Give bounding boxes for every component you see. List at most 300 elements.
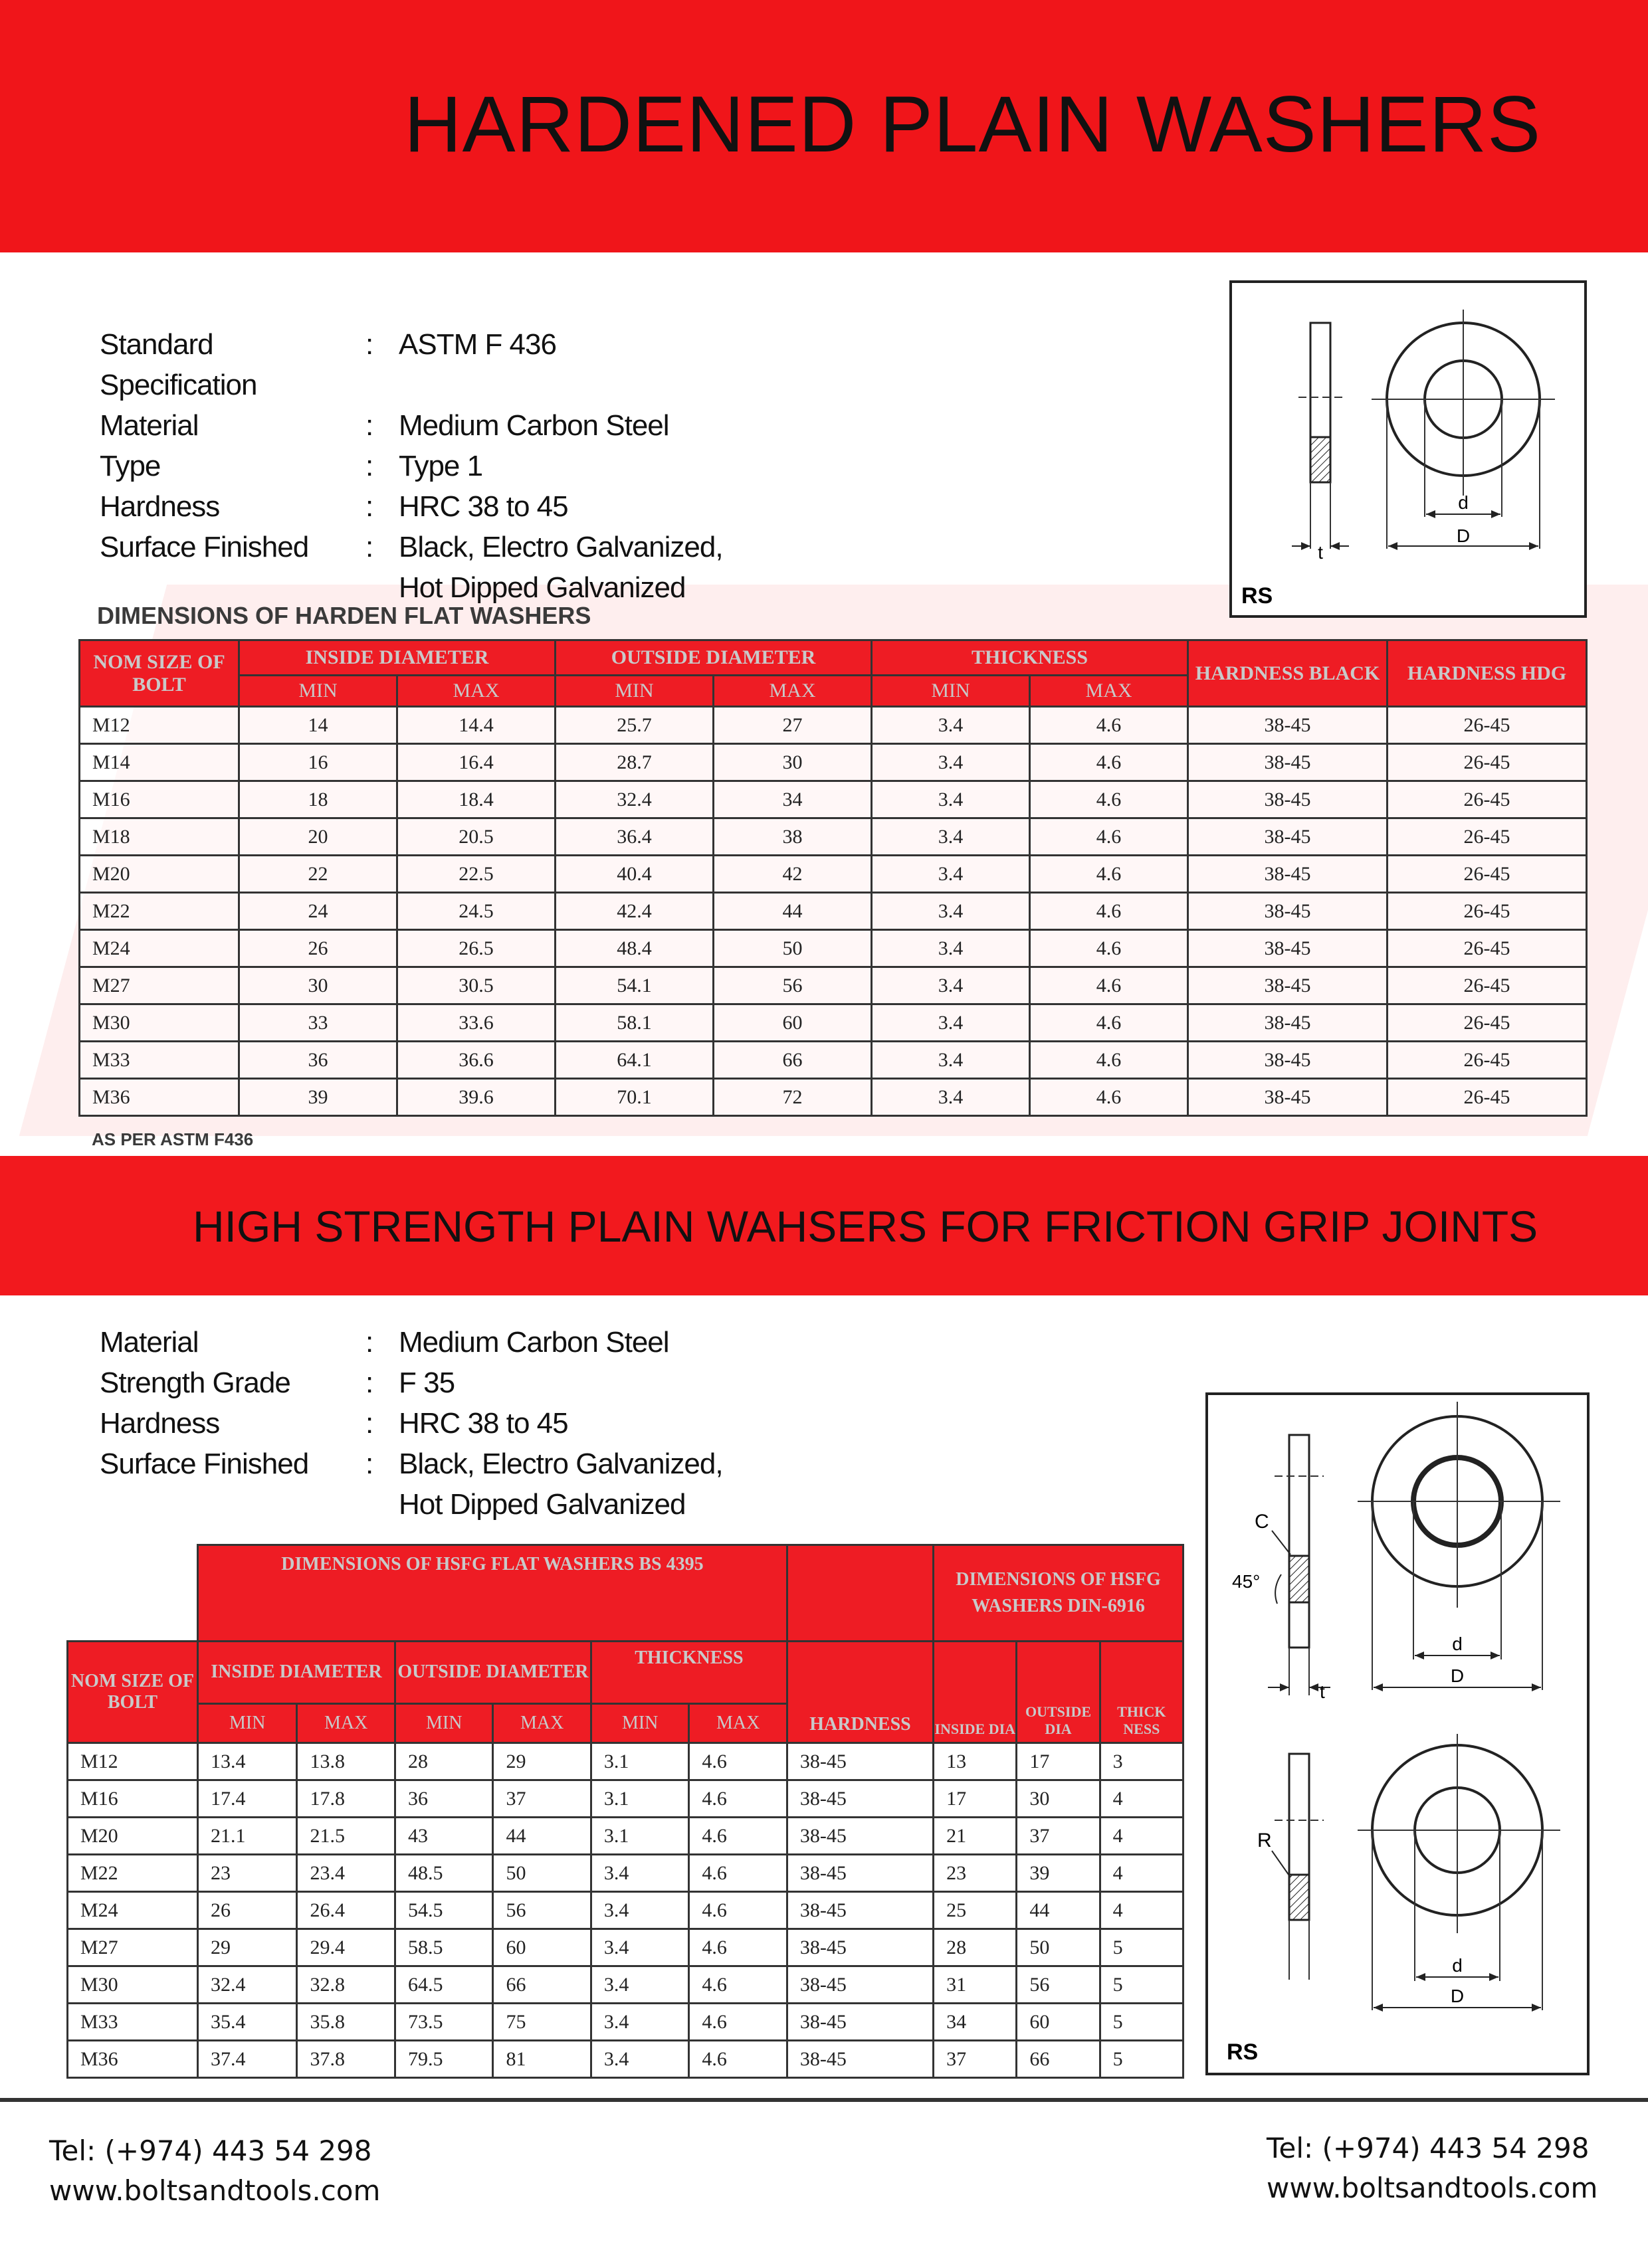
- spec-colon: :: [365, 531, 374, 563]
- table-cell: 39: [1017, 1855, 1100, 1892]
- harden-washers-table: [78, 639, 1588, 1117]
- table-cell: 17.8: [297, 1780, 395, 1818]
- table-cell: 4.6: [1030, 818, 1188, 856]
- table-cell: 58.1: [556, 1004, 714, 1042]
- table-cell: 38-45: [1188, 856, 1388, 893]
- spec-row: [100, 324, 723, 405]
- table-cell: 3.4: [872, 1042, 1030, 1079]
- table-cell: 23.4: [297, 1855, 395, 1892]
- table-cell: 26-45: [1388, 781, 1587, 818]
- col-max: MAX: [493, 1703, 591, 1743]
- spec-colon: :: [365, 450, 374, 482]
- table-cell: 16: [239, 744, 397, 781]
- table-cell: 26-45: [1388, 744, 1587, 781]
- table-cell: 79.5: [395, 2041, 492, 2078]
- spec-value: Type 1: [399, 450, 483, 482]
- table-cell: 23: [934, 1855, 1017, 1892]
- col-max: MAX: [1030, 676, 1188, 707]
- col-inside-diameter: INSIDE DIAMETER: [239, 640, 556, 676]
- outer-diameter-label: D: [1450, 1986, 1465, 2006]
- bolt-size-cell: M24: [68, 1892, 198, 1929]
- table-cell: 3.4: [591, 1892, 688, 1929]
- spec-value: Medium Carbon Steel: [399, 1326, 669, 1359]
- spec-colon: :: [365, 490, 374, 523]
- table-cell: 21.1: [197, 1818, 297, 1855]
- website-link[interactable]: www.boltsandtools.com: [49, 2174, 381, 2207]
- website-link[interactable]: www.boltsandtools.com: [1267, 2172, 1598, 2204]
- table-cell: 38: [714, 818, 872, 856]
- col-max: MAX: [714, 676, 872, 707]
- table-cell: 39: [239, 1079, 397, 1116]
- table-cell: 26-45: [1388, 707, 1587, 744]
- table-cell: 17: [1017, 1743, 1100, 1780]
- spec-colon: :: [365, 1326, 374, 1359]
- table-cell: 56: [714, 967, 872, 1004]
- col-min: MIN: [197, 1703, 297, 1743]
- thickness-label: t: [1318, 542, 1323, 563]
- table-cell: 3.1: [591, 1743, 688, 1780]
- table-cell: 4.6: [1030, 856, 1188, 893]
- table-cell: 3.4: [872, 967, 1030, 1004]
- table-cell: 3.4: [872, 1004, 1030, 1042]
- table-cell: 39.6: [397, 1079, 556, 1116]
- table-cell: 38-45: [1188, 707, 1388, 744]
- table-row: [68, 2004, 1184, 2041]
- table-row: [80, 781, 1587, 818]
- table-cell: 4.6: [689, 1966, 787, 2004]
- spec-row: [100, 1403, 723, 1444]
- col-hardness-hdg: HARDNESS HDG: [1388, 640, 1587, 707]
- table-cell: 4.6: [689, 1743, 787, 1780]
- washer-diagram-rs: [1229, 280, 1587, 618]
- spec-list-hsfg: [100, 1322, 723, 1525]
- col-outside-diameter: OUTSIDE DIAMETER: [556, 640, 872, 676]
- table-cell: 66: [493, 1966, 591, 2004]
- table-cell: 48.5: [395, 1855, 492, 1892]
- table-cell: 38-45: [1188, 967, 1388, 1004]
- spec-value: HRC 38 to 45: [399, 1407, 568, 1440]
- table-cell: 4.6: [689, 2004, 787, 2041]
- table-cell: 44: [1017, 1892, 1100, 1929]
- col-hardness-black: HARDNESS BLACK: [1188, 640, 1388, 707]
- table-cell: 37: [493, 1780, 591, 1818]
- table-cell: 4: [1100, 1818, 1183, 1855]
- table-cell: 4.6: [1030, 744, 1188, 781]
- col-max: MAX: [297, 1703, 395, 1743]
- table-cell: 37.8: [297, 2041, 395, 2078]
- table-cell: 66: [714, 1042, 872, 1079]
- table-cell: 50: [493, 1855, 591, 1892]
- spec-label: [100, 1484, 365, 1525]
- table-cell: 28.7: [556, 744, 714, 781]
- table-cell: 4.6: [1030, 707, 1188, 744]
- col-min: MIN: [872, 676, 1030, 707]
- table-cell: 38-45: [1188, 1004, 1388, 1042]
- spec-row: [100, 486, 723, 527]
- bolt-size-cell: M16: [80, 781, 239, 818]
- table-row: [80, 744, 1587, 781]
- spec-label: Material: [100, 1326, 199, 1359]
- diagram-rs-label: RS: [1227, 2039, 1259, 2065]
- spec-value: Hot Dipped Galvanized: [399, 571, 686, 604]
- table-cell: 42.4: [556, 893, 714, 930]
- table-cell: 22.5: [397, 856, 556, 893]
- bolt-size-cell: M33: [68, 2004, 198, 2041]
- table-cell: 23: [197, 1855, 297, 1892]
- table-row: [80, 1004, 1587, 1042]
- table-cell: 4: [1100, 1855, 1183, 1892]
- footer-contact-left: [49, 2131, 380, 2211]
- spec-value: Hot Dipped Galvanized: [399, 1488, 686, 1521]
- table-cell: 30: [239, 967, 397, 1004]
- bolt-size-cell: M33: [80, 1042, 239, 1079]
- table-cell: 3.4: [872, 1079, 1030, 1116]
- table-cell: 4.6: [689, 1818, 787, 1855]
- table-cell: 36.4: [556, 818, 714, 856]
- washer-drawing: [1232, 283, 1584, 615]
- table-cell: 13.8: [297, 1743, 395, 1780]
- table1-caption: DIMENSIONS OF HARDEN FLAT WASHERS: [97, 602, 591, 629]
- col-hardness: HARDNESS: [787, 1642, 933, 1743]
- footer-contact-right: [1267, 2128, 1597, 2208]
- table-cell: 26: [239, 930, 397, 967]
- spec-label: Material: [100, 409, 199, 442]
- table-cell: 32.4: [197, 1966, 297, 2004]
- col-thickness: THICKNESS: [872, 640, 1188, 676]
- table-cell: 4: [1100, 1892, 1183, 1929]
- bolt-size-cell: M22: [80, 893, 239, 930]
- table-cell: 5: [1100, 2004, 1183, 2041]
- table-cell: 25.7: [556, 707, 714, 744]
- table-cell: 26-45: [1388, 856, 1587, 893]
- table-cell: 38-45: [787, 2041, 933, 2078]
- table-cell: 14: [239, 707, 397, 744]
- col-din-outside-dia: OUTSIDE DIA: [1017, 1642, 1100, 1743]
- table-cell: 24.5: [397, 893, 556, 930]
- table-cell: 17: [934, 1780, 1017, 1818]
- table-cell: 3.4: [591, 1966, 688, 2004]
- spec-label: Surface Finished: [100, 531, 309, 563]
- table-cell: 50: [1017, 1929, 1100, 1966]
- table-cell: 17.4: [197, 1780, 297, 1818]
- col-max: MAX: [689, 1703, 787, 1743]
- spec-value: Black, Electro Galvanized,: [399, 1448, 723, 1480]
- table-cell: 38-45: [787, 1855, 933, 1892]
- table-cell: 3.4: [591, 2041, 688, 2078]
- table-cell: 60: [714, 1004, 872, 1042]
- table-cell: 4.6: [689, 1780, 787, 1818]
- table-cell: 38-45: [787, 1818, 933, 1855]
- spec-list-astm: [100, 324, 723, 608]
- bolt-size-cell: M12: [68, 1743, 198, 1780]
- table-row: [80, 930, 1587, 967]
- table-row: [68, 1780, 1184, 1818]
- table-row: [80, 967, 1587, 1004]
- section-title: HIGH STRENGTH PLAIN WAHSERS FOR FRICTION GRIP JOINTS: [193, 1202, 1538, 1251]
- table-cell: 4.6: [1030, 1079, 1188, 1116]
- table-row: [68, 1818, 1184, 1855]
- table-cell: 5: [1100, 2041, 1183, 2078]
- table-cell: 3.1: [591, 1818, 688, 1855]
- spec-row: [100, 527, 723, 567]
- spec-value: ASTM F 436: [399, 328, 556, 361]
- table-row: [68, 1929, 1184, 1966]
- table-cell: 38-45: [1188, 1042, 1388, 1079]
- table-cell: 72: [714, 1079, 872, 1116]
- table-cell: 29.4: [297, 1929, 395, 1966]
- inner-diameter-label: d: [1452, 1634, 1463, 1654]
- table-row: [80, 818, 1587, 856]
- table-cell: 33.6: [397, 1004, 556, 1042]
- bolt-size-cell: M30: [80, 1004, 239, 1042]
- table-cell: 4.6: [1030, 781, 1188, 818]
- table-cell: 26.5: [397, 930, 556, 967]
- spec-row: [100, 1363, 723, 1403]
- hsfg-din-header: DIMENSIONS OF HSFG WASHERS DIN-6916: [934, 1545, 1184, 1642]
- table-cell: 4.6: [689, 1892, 787, 1929]
- bolt-size-cell: M30: [68, 1966, 198, 2004]
- table-cell: 37.4: [197, 2041, 297, 2078]
- table-cell: 54.1: [556, 967, 714, 1004]
- table-cell: 5: [1100, 1929, 1183, 1966]
- table-cell: 38-45: [787, 1743, 933, 1780]
- col-min: MIN: [556, 676, 714, 707]
- chamfer-label: C: [1255, 1511, 1269, 1533]
- table-cell: 42: [714, 856, 872, 893]
- bolt-size-cell: M36: [80, 1079, 239, 1116]
- col-outside-diameter: OUTSIDE DIAMETER: [395, 1642, 591, 1704]
- col-nom-size: NOM SIZE OF BOLT: [68, 1642, 198, 1743]
- table-cell: 34: [714, 781, 872, 818]
- phone-number[interactable]: Tel: (+974) 443 54 298: [49, 2134, 372, 2167]
- bolt-size-cell: M27: [80, 967, 239, 1004]
- spec-row: [100, 446, 723, 486]
- hsfg-washers-table: [66, 1544, 1184, 2079]
- table-cell: 38-45: [787, 1780, 933, 1818]
- table-cell: 44: [714, 893, 872, 930]
- table-cell: 75: [493, 2004, 591, 2041]
- inner-diameter-label: d: [1458, 492, 1469, 513]
- table-cell: 43: [395, 1818, 492, 1855]
- spec-label: Standard Specification: [100, 328, 257, 401]
- table-row: [68, 1743, 1184, 1780]
- table-cell: 38-45: [1188, 893, 1388, 930]
- spec-row: [100, 1322, 723, 1363]
- footer-divider: [0, 2098, 1648, 2102]
- col-max: MAX: [397, 676, 556, 707]
- table-cell: 3.4: [872, 781, 1030, 818]
- table-cell: 18.4: [397, 781, 556, 818]
- table-cell: 36: [239, 1042, 397, 1079]
- table-cell: 3.4: [872, 930, 1030, 967]
- table-cell: 35.4: [197, 2004, 297, 2041]
- table-cell: 26-45: [1388, 967, 1587, 1004]
- inner-diameter-label: d: [1452, 1955, 1463, 1976]
- spec-value: F 35: [399, 1367, 455, 1399]
- table-cell: 26-45: [1388, 818, 1587, 856]
- table-cell: 4.6: [689, 1855, 787, 1892]
- bolt-size-cell: M27: [68, 1929, 198, 1966]
- spec-label: Strength Grade: [100, 1367, 290, 1399]
- table-cell: 54.5: [395, 1892, 492, 1929]
- table-cell: 60: [493, 1929, 591, 1966]
- table-cell: 38-45: [1188, 781, 1388, 818]
- table-cell: 4.6: [689, 2041, 787, 2078]
- table-cell: 38-45: [787, 2004, 933, 2041]
- table-row: [68, 1892, 1184, 1929]
- table-cell: 26.4: [297, 1892, 395, 1929]
- table-cell: 38-45: [1188, 744, 1388, 781]
- col-min: MIN: [395, 1703, 492, 1743]
- table-cell: 13: [934, 1743, 1017, 1780]
- angle-label: 45°: [1232, 1571, 1261, 1592]
- table-cell: 27: [714, 707, 872, 744]
- table-cell: 70.1: [556, 1079, 714, 1116]
- bolt-size-cell: M22: [68, 1855, 198, 1892]
- spec-row: [100, 1444, 723, 1484]
- table-cell: 4.6: [689, 1929, 787, 1966]
- table-cell: 36: [395, 1780, 492, 1818]
- hsfg-bs4395-header: DIMENSIONS OF HSFG FLAT WASHERS BS 4395: [197, 1545, 787, 1642]
- col-nom-size: NOM SIZE OF BOLT: [80, 640, 239, 707]
- table-cell: 3.4: [591, 1929, 688, 1966]
- table-cell: 4.6: [1030, 893, 1188, 930]
- table-row: [68, 2041, 1184, 2078]
- table-cell: 4.6: [1030, 930, 1188, 967]
- table-cell: 18: [239, 781, 397, 818]
- table-cell: 48.4: [556, 930, 714, 967]
- table-cell: 58.5: [395, 1929, 492, 1966]
- table-cell: 37: [1017, 1818, 1100, 1855]
- table-cell: 38-45: [1188, 930, 1388, 967]
- table-cell: 3.4: [591, 2004, 688, 2041]
- table-row: [68, 1855, 1184, 1892]
- table-cell: 4: [1100, 1780, 1183, 1818]
- table-row: [80, 1079, 1587, 1116]
- bolt-size-cell: M20: [80, 856, 239, 893]
- spec-colon: [365, 1484, 399, 1525]
- radius-label: R: [1257, 1830, 1272, 1851]
- table-cell: 26-45: [1388, 1079, 1587, 1116]
- table-cell: 81: [493, 2041, 591, 2078]
- table-cell: 13.4: [197, 1743, 297, 1780]
- table-cell: 21: [934, 1818, 1017, 1855]
- table-cell: 40.4: [556, 856, 714, 893]
- table-cell: 4.6: [1030, 1042, 1188, 1079]
- bolt-size-cell: M16: [68, 1780, 198, 1818]
- table-cell: 73.5: [395, 2004, 492, 2041]
- table-cell: 50: [714, 930, 872, 967]
- table-cell: 28: [934, 1929, 1017, 1966]
- col-min: MIN: [239, 676, 397, 707]
- table-cell: 3.4: [591, 1855, 688, 1892]
- table-cell: 38-45: [1188, 1079, 1388, 1116]
- table-cell: 29: [197, 1929, 297, 1966]
- table-cell: 66: [1017, 2041, 1100, 2078]
- table-cell: 32.8: [297, 1966, 395, 2004]
- table-cell: 36.6: [397, 1042, 556, 1079]
- table-row: [68, 1966, 1184, 2004]
- spec-label: Surface Finished: [100, 1448, 309, 1480]
- table-cell: 3.4: [872, 818, 1030, 856]
- table-cell: 33: [239, 1004, 397, 1042]
- phone-number[interactable]: Tel: (+974) 443 54 298: [1267, 2132, 1590, 2164]
- table-cell: 4.6: [1030, 967, 1188, 1004]
- table-cell: 24: [239, 893, 397, 930]
- spec-value: Medium Carbon Steel: [399, 409, 669, 442]
- table-cell: 30: [714, 744, 872, 781]
- table-cell: 26-45: [1388, 1004, 1587, 1042]
- bolt-size-cell: M24: [80, 930, 239, 967]
- spec-colon: :: [365, 1448, 374, 1480]
- spec-row: [100, 405, 723, 446]
- table-cell: 21.5: [297, 1818, 395, 1855]
- table-row: [80, 893, 1587, 930]
- spec-colon: :: [365, 409, 374, 442]
- table-cell: 3.4: [872, 856, 1030, 893]
- spec-label: Type: [100, 450, 161, 482]
- table-cell: 3.1: [591, 1780, 688, 1818]
- hsfg-washer-drawing: [1208, 1395, 1587, 2073]
- outer-diameter-label: D: [1456, 525, 1471, 546]
- spec-colon: :: [365, 1407, 374, 1440]
- table-cell: 22: [239, 856, 397, 893]
- table-cell: 4.6: [1030, 1004, 1188, 1042]
- table-cell: 29: [493, 1743, 591, 1780]
- col-inside-diameter: INSIDE DIAMETER: [197, 1642, 395, 1704]
- table-cell: 38-45: [787, 1892, 933, 1929]
- table-cell: 64.1: [556, 1042, 714, 1079]
- table-cell: 44: [493, 1818, 591, 1855]
- table-cell: 26-45: [1388, 1042, 1587, 1079]
- spec-colon: :: [365, 1367, 374, 1399]
- table-cell: 26-45: [1388, 893, 1587, 930]
- table-cell: 3.4: [872, 893, 1030, 930]
- table-cell: 56: [1017, 1966, 1100, 2004]
- hatch-section: [1310, 437, 1330, 482]
- astm-note: AS PER ASTM F436: [92, 1129, 254, 1149]
- spec-value: Black, Electro Galvanized,: [399, 531, 723, 563]
- table-cell: 14.4: [397, 707, 556, 744]
- table-cell: 20: [239, 818, 397, 856]
- table-cell: 5: [1100, 1966, 1183, 2004]
- bolt-size-cell: M20: [68, 1818, 198, 1855]
- table-cell: 31: [934, 1966, 1017, 2004]
- table-cell: 20.5: [397, 818, 556, 856]
- table-row: [80, 707, 1587, 744]
- table-cell: 26-45: [1388, 930, 1587, 967]
- table-cell: 37: [934, 2041, 1017, 2078]
- table-cell: 38-45: [787, 1966, 933, 2004]
- table-cell: 60: [1017, 2004, 1100, 2041]
- table-cell: 34: [934, 2004, 1017, 2041]
- table-cell: 28: [395, 1743, 492, 1780]
- table-cell: 38-45: [1188, 818, 1388, 856]
- bolt-size-cell: M36: [68, 2041, 198, 2078]
- table-cell: 56: [493, 1892, 591, 1929]
- table-cell: 35.8: [297, 2004, 395, 2041]
- table-cell: 30: [1017, 1780, 1100, 1818]
- table-row: [80, 1042, 1587, 1079]
- page-title: HARDENED PLAIN WASHERS: [404, 80, 1542, 169]
- bolt-size-cell: M18: [80, 818, 239, 856]
- bolt-size-cell: M12: [80, 707, 239, 744]
- outer-diameter-label: D: [1450, 1665, 1465, 1686]
- thickness-label: t: [1320, 1681, 1325, 1702]
- table-cell: 32.4: [556, 781, 714, 818]
- table-cell: 3: [1100, 1743, 1183, 1780]
- table-cell: 25: [934, 1892, 1017, 1929]
